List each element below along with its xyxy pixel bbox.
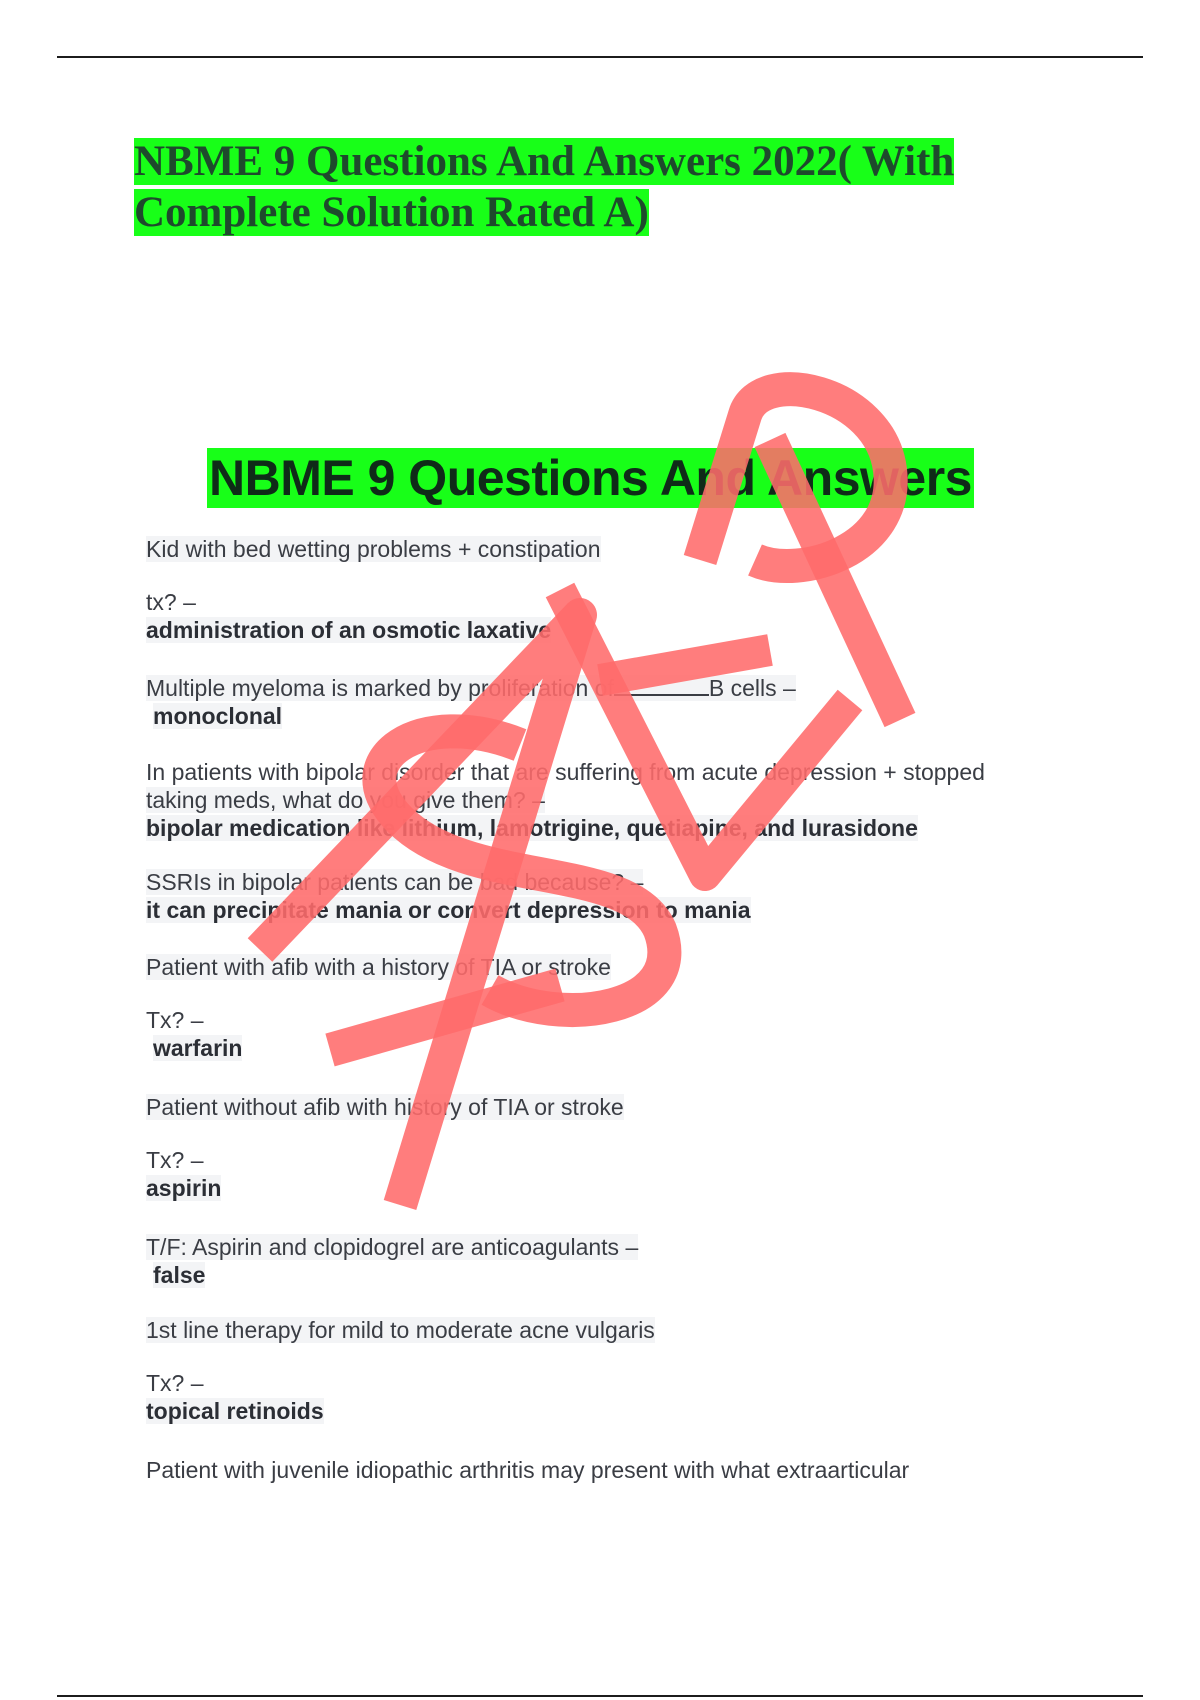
question-text: Patient without afib with history of TIA or stroke (146, 1094, 624, 1120)
qa-item (146, 1093, 1046, 1202)
answer-text: false (153, 1262, 206, 1288)
answer-text: topical retinoids (146, 1398, 324, 1424)
answer-text: administration of an osmotic laxative (146, 617, 552, 643)
fill-in-blank (614, 676, 709, 696)
question-text: Multiple myeloma is marked by proliferation of B cells – (146, 675, 796, 701)
answer-text: bipolar medication like lithium, lamotrigine, quetiapine, and lurasidone (146, 815, 918, 841)
document-title: NBME 9 Questions And Answers 2022( With Complete Solution Rated A) (134, 138, 955, 236)
qa-item (146, 674, 1046, 730)
question-text: In patients with bipolar disorder that are suffering from acute depression + stopped (146, 759, 985, 785)
qa-item (146, 1233, 1046, 1289)
bottom-rule (57, 1695, 1143, 1697)
section-heading: NBME 9 Questions And Answers (209, 450, 972, 506)
qa-item (146, 1316, 1046, 1425)
qa-item (146, 758, 1046, 842)
answer-text: warfarin (153, 1035, 243, 1061)
question-text: taking meds, what do you give them? – (146, 787, 545, 813)
qa-item (146, 1456, 1046, 1484)
top-rule (57, 56, 1143, 58)
qa-item (146, 868, 1046, 924)
question-text: Patient with juvenile idiopathic arthritis may present with what extraarticular (146, 1457, 910, 1483)
answer-text: it can precipitate mania or convert depression to mania (146, 897, 751, 923)
question-text: T/F: Aspirin and clopidogrel are anticoagulants – (146, 1234, 639, 1260)
question-text: Tx? – (146, 1007, 204, 1033)
question-text: Kid with bed wetting problems + constipation (146, 536, 601, 562)
question-text: SSRIs in bipolar patients can be bad because? – (146, 869, 644, 895)
answer-text: aspirin (146, 1175, 222, 1201)
question-text: Patient with afib with a history of TIA or stroke (146, 954, 611, 980)
question-text: tx? – (146, 589, 196, 615)
question-text: Tx? – (146, 1370, 204, 1396)
question-text: 1st line therapy for mild to moderate acne vulgaris (146, 1317, 655, 1343)
qa-item (146, 953, 1046, 1062)
qa-item (146, 535, 1046, 644)
question-text: Tx? – (146, 1147, 204, 1173)
answer-text: monoclonal (153, 703, 283, 729)
